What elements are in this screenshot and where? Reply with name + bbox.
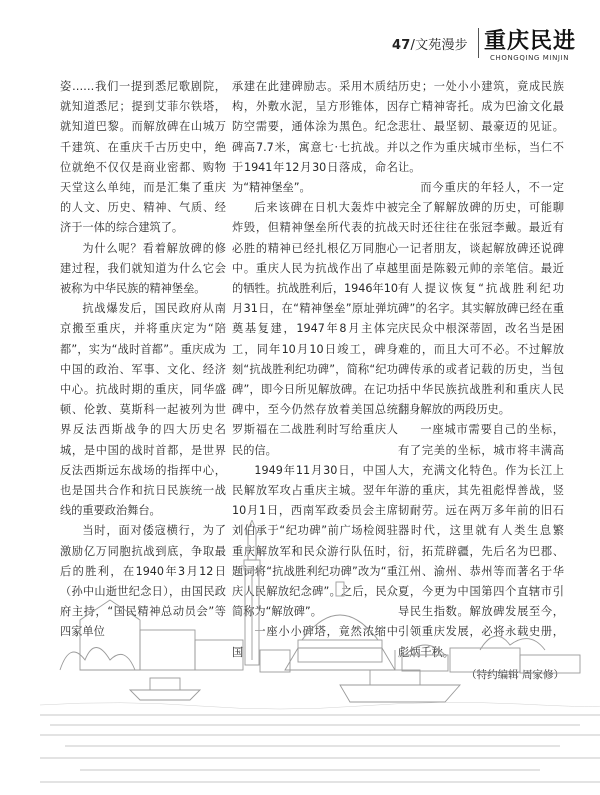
- cityscape-illustration: [40, 520, 600, 795]
- section-name: /文苑漫步: [410, 38, 468, 53]
- page-number-label: [392, 34, 468, 53]
- paragraph: 为什么呢？看着解放碑的修建过程，我们就知道为什么它会被称为中华民族的精神堡垒。: [60, 241, 226, 296]
- paragraph: 后来该碑在日机大轰炸中被炸毁，但精神堡垒所代表的抗战必胜的精神已经扎根亿万同胞心中。重庆人民为抗战作出了卓越的牺牲。抗战胜利后，1946年10月31日，在“精神堡垒”原址弹坑奠基复建，1947年8月主体完工，同年10月10日竣工，碑身刻“抗战胜利纪功碑”，简称“纪功碑”，即今日所见解放碑。在记功碑中，至今仍然存放着美国总统罗斯福在二战胜利时写给重庆人民的信。: [232, 201, 398, 457]
- editor-credit: （特约编辑 周家修）: [466, 668, 564, 681]
- magazine-subtitle: CHONGQING MINJIN: [490, 54, 570, 62]
- paragraph: 抗战爆发后，国民政府从南京搬至重庆，并将重庆定为“陪都”，实为“战时首都”。重庆成为中国的政治、军事、文化、经济中心。抗战时期的重庆，同华盛顿、伦敦、莫斯科一起被列为世界反法西斯战争的四大历史名城，是中国的战时首都，是世界反法西斯远东战场的指挥中心，也是国共合作和抗日民族统一战线的重要政治舞台。: [60, 302, 226, 518]
- paragraph: 一座城市需要自己的坐标，有了完美的坐标，城市将丰满高大，充满文化特色。作为长江上游的重庆，其先祖彪悍善战，竖韧耐劳。远在两万多年前的旧石器时代，这里就有人类生息繁衍，拓荒辟疆，先后名为巴郡、江州、渝州、恭州等而著名于华夏，今更为中国第四个直辖市引导民生指数。解放碑发展至今，引领重庆发展，必将永载史册，彪炳千秋。: [398, 423, 564, 659]
- paragraph: 当时，面对倭寇横行，为了激励亿万同胞抗战到底，争取最后的胜利，在1940年3月12日（孙中山逝世纪念日），由国民政府主持，“国民精神总动员会”等四家单位: [60, 524, 226, 639]
- page-header: [0, 24, 600, 68]
- paragraph: 姿……我们一提到悉尼歌剧院，就知道悉尼；提到艾菲尔铁塔，就知道巴黎。而解放碑在山城万千建筑、在重庆千古历史中，绝位就绝不仅仅是商业密都、购物天堂这么单纯，而是汇集了重庆的人文、历史、精神、气质、经济于一体的综合建筑了。: [60, 80, 226, 235]
- paragraph: 而今重庆的年轻人，不一定完全了解解放碑的历史，可能聊天时还往往在张冠李戴。最近有一记者朋友，谈起解放碑还说碑里面是陈毅元帅的亲笔信。最近有人提议恢复“抗战胜利纪功碑”的名字。其实解放碑已经在重庆民众中根深蒂固，改名当是困难的，而且大可不必。不过解放碑传承的或者记载的历史，当包括中华民族抗战胜利和重庆人民翻身解放的两段历史。: [398, 181, 564, 417]
- header-divider: [478, 28, 479, 58]
- paragraph: 历史；一处小小建筑，竟成民族存亡精神寄托。成为巴渝文化最悲壮、最坚韧、最豪迈的见证。以之作为重庆城市坐标，当仁不让。: [398, 80, 564, 174]
- paragraph: 承建在此建碑励志。采用木质结构，外敷水泥，呈方形锥体，因防空需要，通体涂为黑色。纪念碑高7.7米，寓意七·七抗战。并于1941年12月30日落成，命名为“精神堡垒”。: [232, 80, 398, 195]
- page-number: 47: [392, 38, 411, 53]
- paragraph: 1949年11月30日，中国人民解放军攻占重庆主城。翌年年10月1日，西南军政委员会主席刘伯承于“纪功碑”前广场检阅驻重庆解放军和民众游行队伍时，题词将“抗战胜利纪功碑”改为“重庆人民解放纪念碑”。之后，民众简称为“解放碑”。: [232, 463, 398, 619]
- paragraph: 一座小小碑塔，竟然浓缩中国: [232, 625, 398, 659]
- magazine-title: 重庆民进: [484, 28, 577, 54]
